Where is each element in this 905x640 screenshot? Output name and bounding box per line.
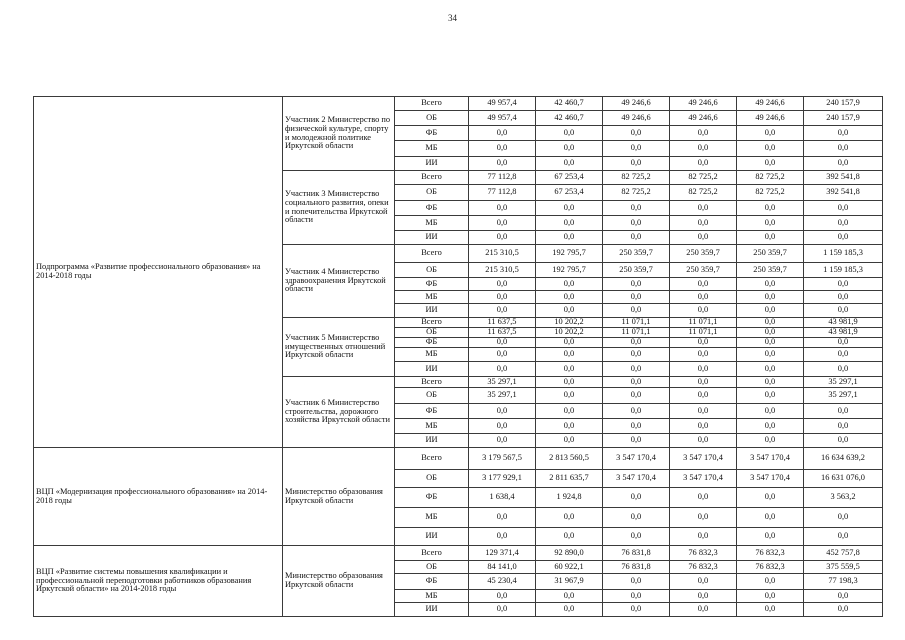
funding-source: ИИ: [395, 304, 469, 318]
total-cell: 0,0: [804, 348, 883, 362]
value-cell: 0,0: [737, 528, 804, 546]
value-cell: 76 831,8: [603, 561, 670, 574]
value-cell: 0,0: [536, 231, 603, 245]
total-cell: 375 559,5: [804, 561, 883, 574]
total-cell: 452 757,8: [804, 546, 883, 561]
value-cell: 215 310,5: [469, 245, 536, 263]
total-cell: 0,0: [804, 126, 883, 141]
table-row: [34, 97, 883, 111]
program-name-cell: [34, 448, 283, 546]
value-cell: 82 725,2: [737, 185, 804, 201]
value-cell: 0,0: [469, 528, 536, 546]
value-cell: 0,0: [670, 434, 737, 448]
value-cell: 49 246,6: [603, 97, 670, 111]
value-cell: 0,0: [670, 377, 737, 388]
value-cell: 0,0: [670, 278, 737, 291]
value-cell: 0,0: [737, 488, 804, 508]
value-cell: 82 725,2: [737, 171, 804, 185]
value-cell: 77 112,8: [469, 185, 536, 201]
value-cell: 0,0: [469, 362, 536, 377]
funding-source: ОБ: [395, 328, 469, 338]
value-cell: 0,0: [603, 126, 670, 141]
value-cell: 84 141,0: [469, 561, 536, 574]
value-cell: 0,0: [536, 348, 603, 362]
value-cell: 250 359,7: [737, 263, 804, 278]
value-cell: 77 112,8: [469, 171, 536, 185]
value-cell: 0,0: [469, 201, 536, 216]
participant-cell: [283, 448, 395, 546]
value-cell: 0,0: [737, 434, 804, 448]
value-cell: 0,0: [737, 126, 804, 141]
value-cell: 0,0: [603, 528, 670, 546]
value-cell: 250 359,7: [670, 263, 737, 278]
value-cell: 0,0: [670, 488, 737, 508]
value-cell: 0,0: [670, 388, 737, 404]
value-cell: 0,0: [737, 231, 804, 245]
value-cell: 82 725,2: [603, 171, 670, 185]
total-cell: 0,0: [804, 404, 883, 419]
value-cell: 192 795,7: [536, 245, 603, 263]
value-cell: 0,0: [603, 574, 670, 590]
value-cell: 76 832,3: [737, 561, 804, 574]
total-cell: 392 541,8: [804, 171, 883, 185]
value-cell: 0,0: [603, 348, 670, 362]
value-cell: 76 832,3: [670, 546, 737, 561]
value-cell: 0,0: [670, 574, 737, 590]
participant-name: Министерство образования Иркутской области: [285, 571, 383, 589]
program-name: ВЦП «Модернизация профессионального образования» на 2014-2018 годы: [36, 486, 268, 505]
value-cell: 31 967,9: [536, 574, 603, 590]
value-cell: 3 547 170,4: [603, 448, 670, 470]
value-cell: 0,0: [603, 590, 670, 603]
value-cell: 3 547 170,4: [603, 470, 670, 488]
value-cell: 11 637,5: [469, 328, 536, 338]
value-cell: 250 359,7: [737, 245, 804, 263]
value-cell: 0,0: [670, 291, 737, 304]
value-cell: 2 813 560,5: [536, 448, 603, 470]
funding-source: МБ: [395, 590, 469, 603]
value-cell: 0,0: [670, 603, 737, 617]
funding-source: Всего: [395, 377, 469, 388]
value-cell: 250 359,7: [603, 245, 670, 263]
total-cell: 0,0: [804, 157, 883, 171]
value-cell: 215 310,5: [469, 263, 536, 278]
total-cell: 240 157,9: [804, 111, 883, 126]
value-cell: 0,0: [670, 216, 737, 231]
value-cell: 0,0: [603, 216, 670, 231]
value-cell: 0,0: [469, 278, 536, 291]
funding-source: ФБ: [395, 126, 469, 141]
participant-name: Участник 5 Министерство имущественных отношений Иркутской области: [285, 332, 386, 360]
value-cell: 60 922,1: [536, 561, 603, 574]
value-cell: 0,0: [670, 304, 737, 318]
table-row: [34, 546, 883, 561]
value-cell: 0,0: [737, 141, 804, 157]
value-cell: 0,0: [603, 278, 670, 291]
value-cell: 3 547 170,4: [670, 448, 737, 470]
total-cell: 0,0: [804, 231, 883, 245]
funding-source: Всего: [395, 546, 469, 561]
value-cell: 0,0: [536, 434, 603, 448]
value-cell: 0,0: [670, 348, 737, 362]
value-cell: 0,0: [536, 201, 603, 216]
funding-source: МБ: [395, 348, 469, 362]
value-cell: 0,0: [536, 388, 603, 404]
value-cell: 0,0: [536, 126, 603, 141]
total-cell: 3 563,2: [804, 488, 883, 508]
value-cell: 0,0: [737, 362, 804, 377]
total-cell: 0,0: [804, 338, 883, 348]
value-cell: 11 071,1: [603, 318, 670, 328]
value-cell: 0,0: [737, 201, 804, 216]
participant-name: Министерство образования Иркутской области: [285, 486, 383, 505]
value-cell: 0,0: [737, 590, 804, 603]
total-cell: 0,0: [804, 434, 883, 448]
value-cell: 129 371,4: [469, 546, 536, 561]
value-cell: 3 179 567,5: [469, 448, 536, 470]
total-cell: 43 981,9: [804, 318, 883, 328]
value-cell: 0,0: [737, 348, 804, 362]
funding-source: ОБ: [395, 388, 469, 404]
value-cell: 10 202,2: [536, 328, 603, 338]
value-cell: 0,0: [670, 419, 737, 434]
value-cell: 0,0: [536, 141, 603, 157]
total-cell: 0,0: [804, 291, 883, 304]
participant-name: Участник 3 Министерство социального развития, опеки и попечительства Иркутской области: [285, 188, 389, 225]
value-cell: 3 177 929,1: [469, 470, 536, 488]
funding-source: ИИ: [395, 157, 469, 171]
funding-source: ФБ: [395, 404, 469, 419]
value-cell: 0,0: [536, 590, 603, 603]
value-cell: 35 297,1: [469, 377, 536, 388]
value-cell: 0,0: [603, 141, 670, 157]
funding-source: Всего: [395, 448, 469, 470]
value-cell: 49 246,6: [670, 111, 737, 126]
value-cell: 0,0: [670, 141, 737, 157]
value-cell: 2 811 635,7: [536, 470, 603, 488]
value-cell: 0,0: [737, 574, 804, 590]
value-cell: 0,0: [603, 404, 670, 419]
value-cell: 67 253,4: [536, 171, 603, 185]
funding-source: ОБ: [395, 470, 469, 488]
program-name-cell: [34, 546, 283, 617]
participant-cell: [283, 377, 395, 448]
value-cell: 0,0: [536, 291, 603, 304]
funding-source: ИИ: [395, 528, 469, 546]
value-cell: 0,0: [469, 231, 536, 245]
value-cell: 49 246,6: [670, 97, 737, 111]
value-cell: 0,0: [670, 126, 737, 141]
value-cell: 0,0: [737, 318, 804, 328]
value-cell: 0,0: [536, 603, 603, 617]
total-cell: 0,0: [804, 141, 883, 157]
value-cell: 0,0: [469, 157, 536, 171]
value-cell: 0,0: [536, 304, 603, 318]
total-cell: 0,0: [804, 603, 883, 617]
value-cell: 0,0: [536, 278, 603, 291]
total-cell: 0,0: [804, 362, 883, 377]
value-cell: 76 832,3: [670, 561, 737, 574]
total-cell: 16 634 639,2: [804, 448, 883, 470]
participant-cell: [283, 171, 395, 245]
value-cell: 0,0: [469, 404, 536, 419]
value-cell: 0,0: [536, 216, 603, 231]
funding-source: ИИ: [395, 362, 469, 377]
value-cell: 10 202,2: [536, 318, 603, 328]
funding-source: Всего: [395, 245, 469, 263]
program-name: Подпрограмма «Развитие профессионального образования» на 2014-2018 годы: [36, 262, 261, 280]
value-cell: 0,0: [536, 508, 603, 528]
funding-source: ФБ: [395, 278, 469, 291]
participant-name: Участник 6 Министерство строительства, дорожного хозяйства Иркутской области: [285, 397, 390, 425]
participant-cell: [283, 97, 395, 171]
total-cell: 1 159 185,3: [804, 245, 883, 263]
value-cell: 0,0: [737, 216, 804, 231]
program-name-cell: [34, 97, 283, 448]
value-cell: 82 725,2: [670, 171, 737, 185]
value-cell: 0,0: [469, 141, 536, 157]
value-cell: 0,0: [737, 377, 804, 388]
value-cell: 0,0: [737, 328, 804, 338]
value-cell: 0,0: [603, 291, 670, 304]
value-cell: 0,0: [737, 278, 804, 291]
value-cell: 0,0: [603, 201, 670, 216]
value-cell: 0,0: [603, 231, 670, 245]
total-cell: 0,0: [804, 216, 883, 231]
total-cell: 0,0: [804, 201, 883, 216]
value-cell: 0,0: [469, 590, 536, 603]
funding-source: ФБ: [395, 201, 469, 216]
total-cell: 240 157,9: [804, 97, 883, 111]
value-cell: 35 297,1: [469, 388, 536, 404]
value-cell: 0,0: [536, 528, 603, 546]
value-cell: 0,0: [469, 338, 536, 348]
value-cell: 0,0: [737, 419, 804, 434]
funding-source: МБ: [395, 141, 469, 157]
total-cell: 0,0: [804, 419, 883, 434]
value-cell: 67 253,4: [536, 185, 603, 201]
value-cell: 0,0: [536, 362, 603, 377]
total-cell: 0,0: [804, 278, 883, 291]
participant-cell: [283, 318, 395, 377]
value-cell: 0,0: [670, 157, 737, 171]
funding-source: ОБ: [395, 263, 469, 278]
value-cell: 0,0: [536, 377, 603, 388]
value-cell: 42 460,7: [536, 97, 603, 111]
total-cell: 77 198,3: [804, 574, 883, 590]
value-cell: 0,0: [670, 362, 737, 377]
funding-source: ФБ: [395, 338, 469, 348]
funding-source: ИИ: [395, 434, 469, 448]
value-cell: 0,0: [670, 231, 737, 245]
value-cell: 250 359,7: [670, 245, 737, 263]
value-cell: 3 547 170,4: [737, 470, 804, 488]
total-cell: 0,0: [804, 528, 883, 546]
participant-name: Участник 2 Министерство по физической культуре, спорту и молодежной политике Иркутской области: [285, 114, 391, 151]
value-cell: 49 957,4: [469, 97, 536, 111]
total-cell: 1 159 185,3: [804, 263, 883, 278]
value-cell: 0,0: [670, 201, 737, 216]
value-cell: 49 957,4: [469, 111, 536, 126]
value-cell: 0,0: [469, 603, 536, 617]
value-cell: 0,0: [737, 404, 804, 419]
table-row: [34, 448, 883, 470]
value-cell: 0,0: [737, 304, 804, 318]
total-cell: 35 297,1: [804, 388, 883, 404]
value-cell: 0,0: [603, 388, 670, 404]
value-cell: 82 725,2: [670, 185, 737, 201]
value-cell: 0,0: [469, 304, 536, 318]
funding-source: ИИ: [395, 603, 469, 617]
value-cell: 0,0: [737, 338, 804, 348]
value-cell: 0,0: [603, 377, 670, 388]
value-cell: 42 460,7: [536, 111, 603, 126]
value-cell: 0,0: [603, 338, 670, 348]
total-cell: 43 981,9: [804, 328, 883, 338]
funding-source: МБ: [395, 216, 469, 231]
value-cell: 82 725,2: [603, 185, 670, 201]
value-cell: 11 071,1: [603, 328, 670, 338]
value-cell: 0,0: [469, 508, 536, 528]
page-number: 34: [448, 13, 457, 23]
funding-source: ОБ: [395, 111, 469, 126]
value-cell: 76 832,3: [737, 546, 804, 561]
value-cell: 0,0: [603, 419, 670, 434]
value-cell: 0,0: [737, 291, 804, 304]
funding-source: ОБ: [395, 185, 469, 201]
value-cell: 0,0: [670, 508, 737, 528]
value-cell: 0,0: [670, 590, 737, 603]
total-cell: 0,0: [804, 508, 883, 528]
value-cell: 49 246,6: [603, 111, 670, 126]
value-cell: 11 071,1: [670, 318, 737, 328]
funding-source: ФБ: [395, 488, 469, 508]
value-cell: 0,0: [469, 419, 536, 434]
value-cell: 11 071,1: [670, 328, 737, 338]
participant-name: Участник 4 Министерство здравоохранения Иркутской области: [285, 266, 386, 294]
value-cell: 192 795,7: [536, 263, 603, 278]
value-cell: 0,0: [469, 126, 536, 141]
program-name: ВЦП «Развитие системы повышения квалификации и профессиональной переподготовки работников образования Иркутской области» на 2014-2018 годы: [36, 566, 252, 594]
value-cell: 0,0: [603, 434, 670, 448]
value-cell: 0,0: [737, 603, 804, 617]
value-cell: 0,0: [536, 404, 603, 419]
value-cell: 0,0: [469, 434, 536, 448]
value-cell: 49 246,6: [737, 111, 804, 126]
value-cell: 0,0: [603, 157, 670, 171]
value-cell: 76 831,8: [603, 546, 670, 561]
total-cell: 16 631 076,0: [804, 470, 883, 488]
value-cell: 0,0: [603, 488, 670, 508]
value-cell: 3 547 170,4: [670, 470, 737, 488]
value-cell: 0,0: [670, 404, 737, 419]
value-cell: 0,0: [603, 508, 670, 528]
value-cell: 0,0: [603, 603, 670, 617]
value-cell: 0,0: [670, 338, 737, 348]
total-cell: 392 541,8: [804, 185, 883, 201]
value-cell: 92 890,0: [536, 546, 603, 561]
value-cell: 0,0: [670, 528, 737, 546]
value-cell: 250 359,7: [603, 263, 670, 278]
value-cell: 1 638,4: [469, 488, 536, 508]
value-cell: 1 924,8: [536, 488, 603, 508]
funding-source: ФБ: [395, 574, 469, 590]
funding-source: Всего: [395, 97, 469, 111]
value-cell: 49 246,6: [737, 97, 804, 111]
value-cell: 0,0: [536, 338, 603, 348]
value-cell: 0,0: [737, 157, 804, 171]
value-cell: 0,0: [536, 157, 603, 171]
value-cell: 0,0: [737, 508, 804, 528]
funding-source: МБ: [395, 508, 469, 528]
funding-source: МБ: [395, 419, 469, 434]
value-cell: 0,0: [469, 348, 536, 362]
value-cell: 0,0: [536, 419, 603, 434]
value-cell: 0,0: [737, 388, 804, 404]
budget-table: [33, 96, 883, 617]
value-cell: 11 637,5: [469, 318, 536, 328]
value-cell: 0,0: [603, 304, 670, 318]
funding-source: Всего: [395, 318, 469, 328]
value-cell: 0,0: [469, 216, 536, 231]
total-cell: 0,0: [804, 590, 883, 603]
participant-cell: [283, 245, 395, 318]
participant-cell: [283, 546, 395, 617]
total-cell: 0,0: [804, 304, 883, 318]
value-cell: 3 547 170,4: [737, 448, 804, 470]
value-cell: 0,0: [469, 291, 536, 304]
funding-source: МБ: [395, 291, 469, 304]
funding-source: ОБ: [395, 561, 469, 574]
total-cell: 35 297,1: [804, 377, 883, 388]
value-cell: 0,0: [603, 362, 670, 377]
funding-source: ИИ: [395, 231, 469, 245]
value-cell: 45 230,4: [469, 574, 536, 590]
funding-source: Всего: [395, 171, 469, 185]
